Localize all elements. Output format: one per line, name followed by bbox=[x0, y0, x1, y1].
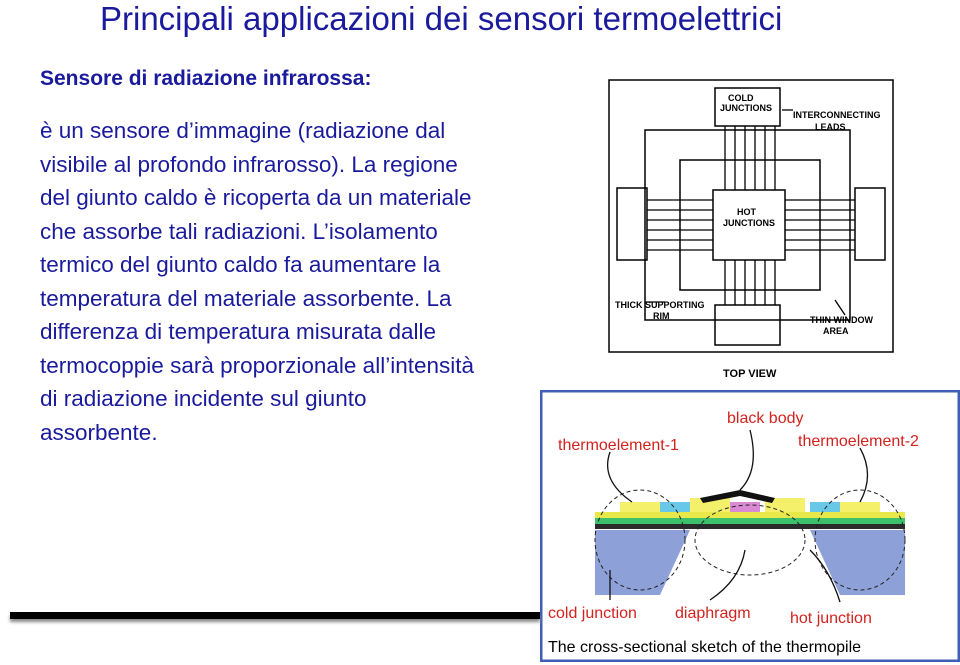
body-line: termocoppie sarà proporzionale all’intensità bbox=[40, 352, 474, 378]
body-line: termico del giunto caldo fa aumentare la bbox=[40, 252, 441, 277]
thin-window-label-1: THIN WINDOW bbox=[810, 315, 873, 325]
interconnecting-label-2: LEADS bbox=[815, 122, 846, 132]
hot-junction-label: hot junction bbox=[790, 610, 872, 627]
thick-rim-label-1: THICK SUPPORTING bbox=[615, 300, 705, 310]
top-view-diagram bbox=[605, 70, 905, 385]
divider-bar bbox=[10, 612, 540, 619]
diaphragm-label: diaphragm bbox=[675, 605, 751, 622]
body-paragraph bbox=[40, 114, 600, 449]
cross-section-diagram bbox=[540, 390, 960, 662]
hot-junctions-label-1: HOT bbox=[737, 207, 756, 217]
cold-junction-label: cold junction bbox=[548, 605, 637, 622]
thermoelement-1-label: thermoelement-1 bbox=[558, 437, 679, 454]
thin-window-label-2: AREA bbox=[823, 326, 849, 336]
cold-junctions-label-2: JUNCTIONS bbox=[720, 103, 773, 113]
interconnecting-label-1: INTERCONNECTING bbox=[793, 110, 881, 120]
section-subtitle: Sensore di radiazione infrarossa: bbox=[40, 67, 372, 90]
page-title: Principali applicazioni dei sensori termoelettrici bbox=[100, 0, 783, 37]
thermoelement-2-label: thermoelement-2 bbox=[798, 433, 919, 450]
cross-section-caption: The cross-sectional sketch of the thermopile bbox=[548, 639, 862, 656]
body-line: che assorbe tali radiazioni. L’isolamento bbox=[40, 218, 438, 244]
body-line: è un sensore d’immagine (radiazione dal bbox=[40, 118, 446, 143]
body-line: del giunto caldo è ricoperta da un materiale bbox=[40, 185, 472, 210]
body-line: temperatura del materiale assorbente. La bbox=[40, 285, 452, 311]
thick-rim-label-2: RIM bbox=[653, 311, 670, 321]
black-body-label: black body bbox=[727, 410, 804, 427]
body-line: differenza di temperatura misurata dalle bbox=[40, 319, 437, 344]
top-view-caption: TOP VIEW bbox=[723, 368, 777, 380]
body-line: visibile al profondo infrarosso). La regione bbox=[40, 151, 458, 177]
cold-junctions-label-1: COLD bbox=[728, 93, 754, 103]
body-line: assorbente. bbox=[40, 419, 158, 445]
hot-junctions-label-2: JUNCTIONS bbox=[723, 218, 776, 228]
body-line: di radiazione incidente sul giunto bbox=[40, 386, 367, 411]
